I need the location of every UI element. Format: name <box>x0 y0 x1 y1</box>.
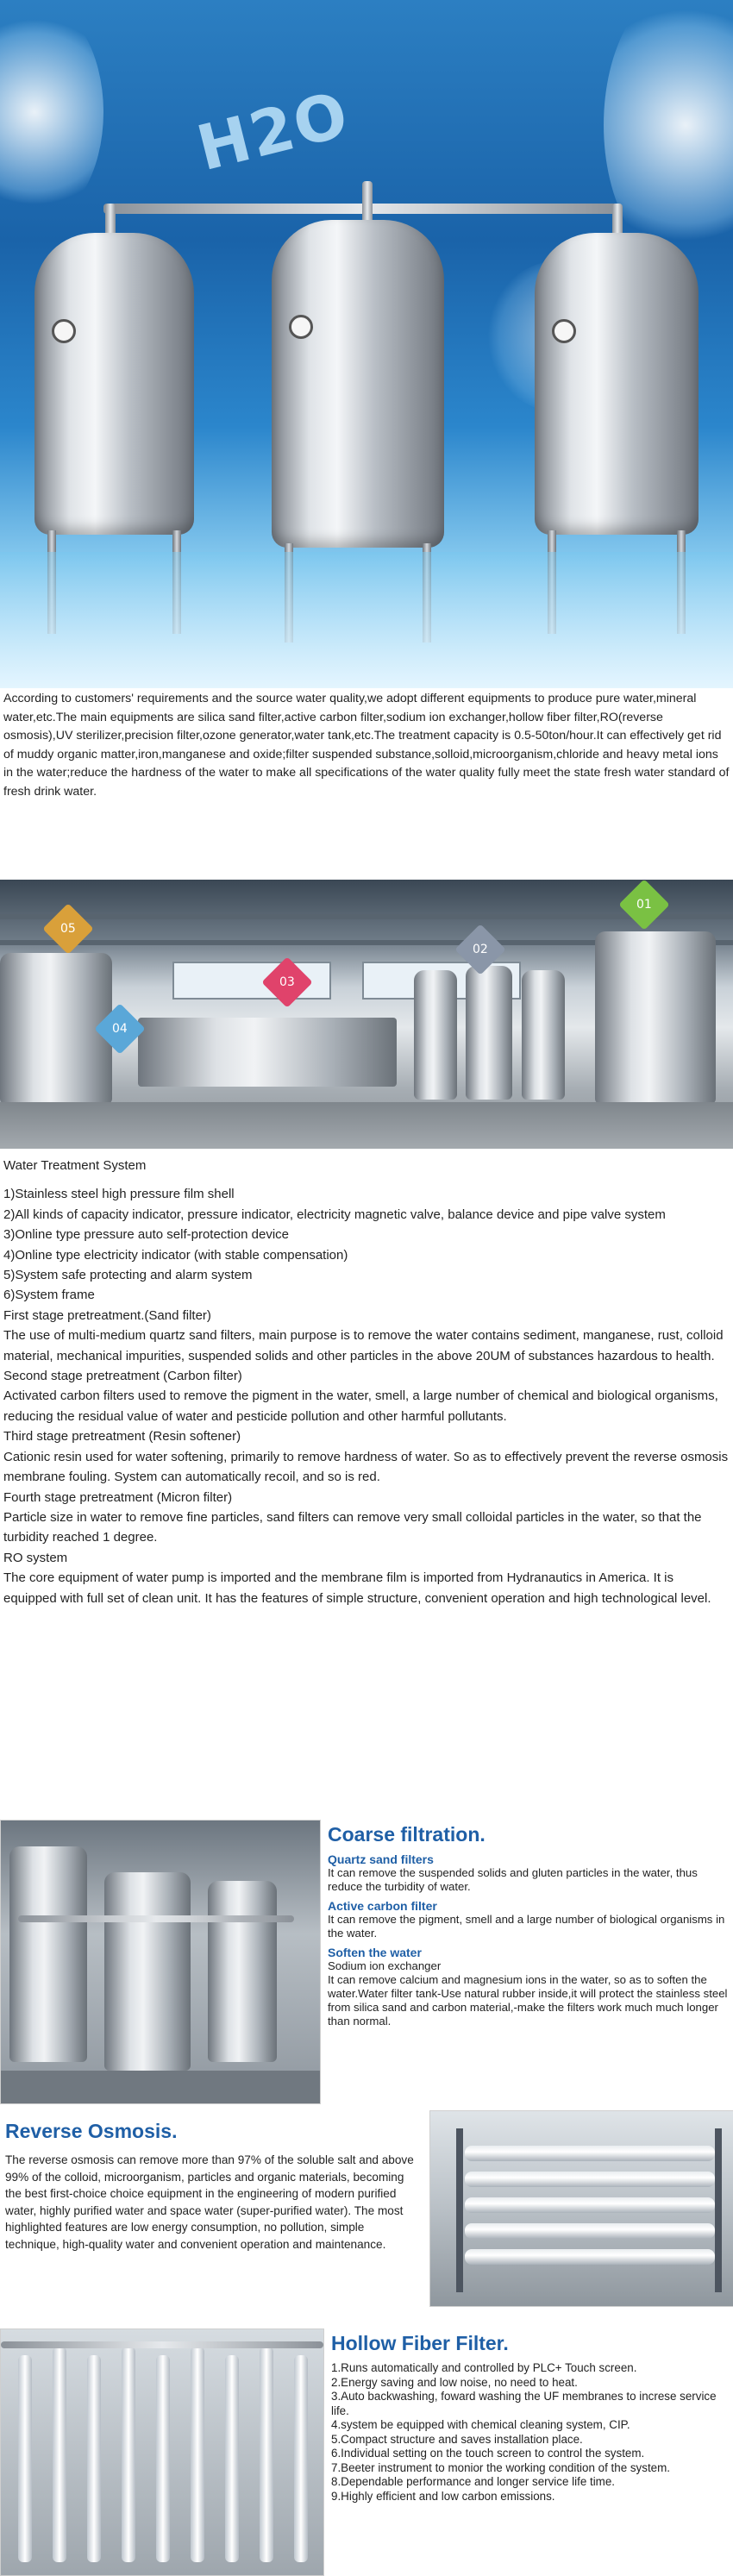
uf-membrane <box>294 2355 308 2562</box>
uf-membrane <box>191 2347 204 2562</box>
system-line: Third stage pretreatment (Resin softener) <box>3 1429 241 1445</box>
membrane-housing <box>465 2197 715 2213</box>
marker-01: 01 <box>618 880 669 931</box>
system-line: Fourth stage pretreatment (Micron filter) <box>3 1489 233 1505</box>
coarse-filtration-title: Coarse filtration. <box>328 1823 486 1846</box>
pressure-gauge-icon <box>52 319 76 343</box>
reverse-osmosis-text: The reverse osmosis can remove more than 97% of the soluble salt and above 99% of the colloid, microorganism, particles and organic materials, becoming the best first-choice choice equipment in the engineering of modern purified water, highly purified water and space water (super-purified water). The most highlighted features are low energy consumption, no pollution, simple technique, high-quality water and convenient operation and maintenance. <box>5 2153 414 2251</box>
marker-03: 03 <box>261 956 312 1007</box>
floor <box>1 2071 320 2103</box>
carbon-filter-title: Active carbon filter <box>328 1899 437 1913</box>
frame-post <box>715 2128 722 2292</box>
tank-right <box>535 233 699 535</box>
system-line: Particle size in water to remove fine particles, sand filters can remove very small colloidal particles in the water, so that the turbidity reached 1 degree. <box>3 1509 702 1545</box>
system-line: RO system <box>3 1550 68 1565</box>
pressure-gauge-icon <box>289 315 313 339</box>
system-line: 5)System safe protecting and alarm system <box>3 1268 253 1283</box>
system-line: The core equipment of water pump is imported and the membrane film is imported from Hydranautics in America. It is equipped with full set of clean unit. It has the features of simple structure, convenient operation and high technological level. <box>3 1570 711 1606</box>
ion-exchanger-subtitle: Sodium ion exchanger <box>328 1959 442 1972</box>
system-line: 1)Stainless steel high pressure film shell <box>3 1187 235 1202</box>
marker-05: 05 <box>42 903 93 954</box>
reverse-osmosis-photo <box>429 2110 733 2307</box>
marker-02: 02 <box>454 924 505 975</box>
marker-04: 04 <box>94 1003 145 1054</box>
intro-paragraph: According to customers' requirements and the source water quality,we adopt different equipments to produce pure water,mineral water,etc.The main equipments are silica sand filter,active carbon filter,sodium ion exchanger,hollow fiber filter,RO(reverse osmosis),UV sterilizer,precision filter,ozone generator,water tank,etc.The treatment capacity is 0.5-50ton/hour.It can effectively get rid of muddy organic matter,iron,manganese and oxide;filter suspended substance,solloid,microorganism,chloride and heavy metal ions in the water;reduce the hardness of the water to make all specifications of the water quality fully meet the state fresh water standard of fresh drink water. <box>3 692 730 799</box>
carbon-filter-tank <box>104 1872 191 2071</box>
water-splash <box>604 0 733 267</box>
system-line: First stage pretreatment.(Sand filter) <box>3 1307 211 1323</box>
uf-membrane <box>225 2355 239 2562</box>
system-heading: Water Treatment System <box>3 1158 147 1173</box>
system-description <box>3 1156 730 1608</box>
system-line: 3)Online type pressure auto self-protection device <box>3 1227 290 1243</box>
membrane-housing <box>465 2172 715 2187</box>
tank-left <box>34 233 194 535</box>
filter-tank <box>466 966 512 1100</box>
hollow-fiber-item: 1.Runs automatically and controlled by PLC+ Touch screen. <box>331 2361 637 2374</box>
h2o-watermark: H2O <box>190 77 357 185</box>
hollow-fiber-list <box>331 2361 730 2504</box>
uf-membrane <box>156 2355 170 2562</box>
hollow-fiber-item: 2.Energy saving and low noise, no need to heat. <box>331 2375 578 2389</box>
system-line: 6)System frame <box>3 1288 95 1303</box>
uf-membrane <box>18 2355 32 2562</box>
soften-water-title: Soften the water <box>328 1946 422 1959</box>
factory-image <box>0 880 733 1149</box>
ceiling-beam <box>0 914 733 919</box>
membrane-housing <box>465 2146 715 2161</box>
membrane-housing <box>465 2223 715 2239</box>
pipe-segment <box>1 2341 323 2348</box>
hollow-fiber-item: 8.Dependable performance and longer service life time. <box>331 2475 615 2488</box>
water-splash <box>0 0 103 224</box>
quartz-sand-title: Quartz sand filters <box>328 1852 434 1866</box>
tank-center <box>272 220 444 548</box>
water-surface <box>0 552 733 688</box>
uf-membrane <box>122 2347 135 2562</box>
coarse-filtration-text <box>328 1852 729 2028</box>
system-line: Activated carbon filters used to remove the pigment in the water, smell, a large number of chemical and biological organisms, reducing the residual value of water and pesticide pollution and other harmful pollutants. <box>3 1388 718 1424</box>
filter-tank <box>522 970 565 1100</box>
frame-post <box>456 2128 463 2292</box>
hollow-fiber-item: 9.Highly efficient and low carbon emissions. <box>331 2489 555 2503</box>
system-line: Second stage pretreatment (Carbon filter) <box>3 1369 242 1384</box>
ro-skid <box>138 1018 397 1087</box>
filter-tank <box>414 970 457 1100</box>
uf-membrane <box>53 2347 66 2562</box>
uf-membrane <box>260 2347 273 2562</box>
hollow-fiber-item: 5.Compact structure and saves installation place. <box>331 2432 583 2446</box>
pipe-segment <box>18 1915 294 1922</box>
hero-image <box>0 0 733 688</box>
hollow-fiber-item: 4.system be equipped with chemical cleaning system, CIP. <box>331 2418 630 2431</box>
factory-floor <box>0 1102 733 1149</box>
softener-tank <box>208 1881 277 2062</box>
quartz-sand-text: It can remove the suspended solids and gluten particles in the water, thus reduce the turbidity of water. <box>328 1866 698 1893</box>
reverse-osmosis-title: Reverse Osmosis. <box>5 2120 178 2142</box>
hollow-fiber-item: 6.Individual setting on the touch screen to control the system. <box>331 2447 645 2460</box>
hollow-fiber-photo <box>0 2328 324 2576</box>
coarse-filtration-photo <box>0 1820 321 2104</box>
storage-tank <box>595 931 716 1104</box>
system-line: 2)All kinds of capacity indicator, pressure indicator, electricity magnetic valve, balance device and pipe valve system <box>3 1207 666 1222</box>
system-line: 4)Online type electricity indicator (with stable compensation) <box>3 1247 348 1263</box>
system-line: Cationic resin used for water softening, primarily to remove hardness of water. So as to effectively prevent the reverse osmosis membrane fouling. System can automatically recoil, and so is red. <box>3 1449 729 1485</box>
soften-water-text: It can remove calcium and magnesium ions in the water, so as to soften the water.Water filter tank-Use natural rubber inside,it will protect the stainless steel from silica sand and carbon material,-make the filters work much much longer than normal. <box>328 1973 728 2028</box>
uf-membrane <box>87 2355 101 2562</box>
membrane-housing <box>465 2249 715 2265</box>
hollow-fiber-item: 3.Auto backwashing, foward washing the UF membranes to increse service life. <box>331 2390 717 2417</box>
hollow-fiber-item: 7.Beeter instrument to monior the working condition of the system. <box>331 2460 670 2474</box>
pressure-gauge-icon <box>552 319 576 343</box>
carbon-filter-text: It can remove the pigment, smell and a large number of biological organisms in the water. <box>328 1913 725 1940</box>
hollow-fiber-title: Hollow Fiber Filter. <box>331 2332 509 2354</box>
sand-filter-tank <box>9 1846 87 2062</box>
system-line: The use of multi-medium quartz sand filters, main purpose is to remove the water contains sediment, manganese, rust, colloid material, mechanical impurities, suspended solids and other particles in the above 20UM of substances hazardous to health. <box>3 1328 724 1363</box>
